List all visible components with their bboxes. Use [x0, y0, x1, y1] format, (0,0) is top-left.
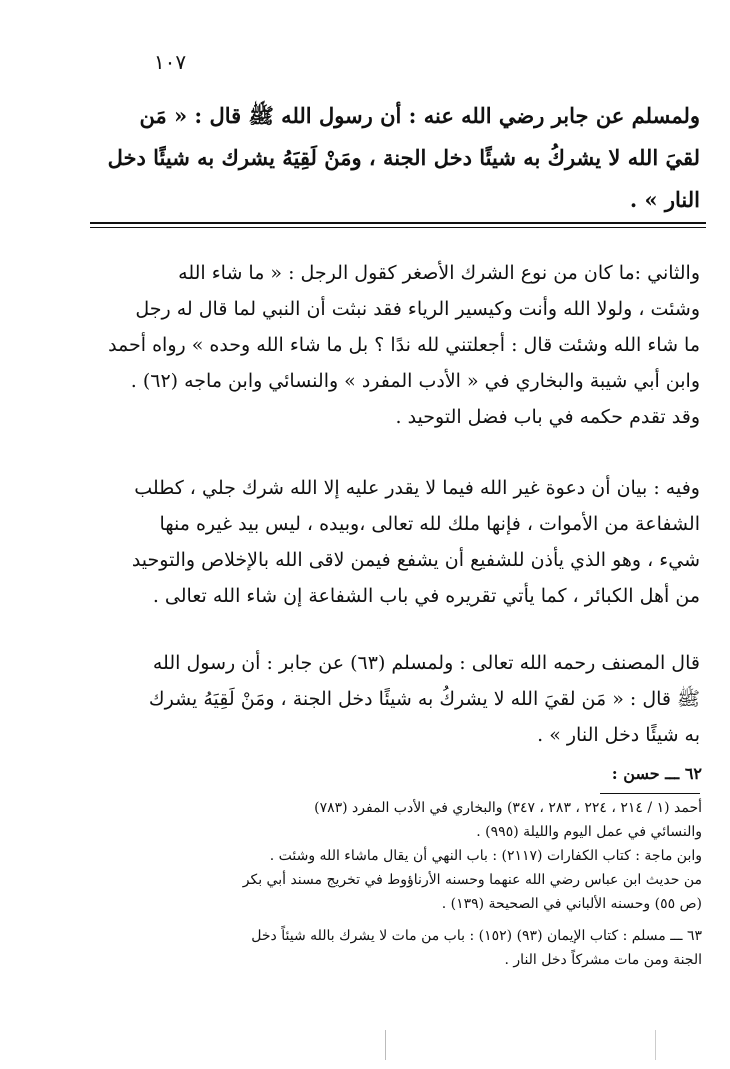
text-line: به شيئًا دخل النار » .: [537, 724, 700, 746]
text-line: ما شاء الله وشئت قال : أجعلتني لله ندًا ؟ بل ما شاء الله وحده » رواه أحمد: [108, 334, 700, 356]
paragraph-minor-shirk: [80, 255, 700, 435]
double-rule-top: [90, 222, 706, 224]
text-line: من أهل الكبائر ، كما يأتي تقريره في باب الشفاعة إن شاء الله تعالى .: [152, 585, 700, 607]
double-rule-bottom: [90, 227, 706, 228]
page-number: ١٠٧: [153, 50, 187, 74]
footnotes: [70, 762, 702, 972]
text-line: ﷺ قال : « مَن لقيَ الله لا يشركُ به شيئًا دخل الجنة ، ومَنْ لَقِيَهُ يشرك: [148, 688, 700, 710]
footnote-63-line: ٦٣ ـــ مسلم : كتاب الإيمان (٩٣) (١٥٢) : باب من مات لا يشرك بالله شيئاً دخل: [251, 928, 702, 944]
footnote-line: والنسائي في عمل اليوم والليلة (٩٩٥) .: [476, 824, 702, 840]
scan-artifact-line: [385, 1030, 386, 1060]
text-line: النار » .: [629, 187, 700, 212]
footnote-line: (ص ٥٥) وحسنه الألباني في الصحيحة (١٣٩) .: [441, 896, 702, 912]
footnote-63-line: الجنة ومن مات مشركاً دخل النار .: [504, 952, 702, 968]
text-line: الشفاعة من الأموات ، فإنها ملك لله تعالى ،وبيده ، ليس بيد غيره منها: [159, 513, 700, 535]
paragraph-intercession: [80, 470, 700, 614]
paragraph-author-hadith: [80, 645, 700, 753]
text-line: ولمسلم عن جابر رضي الله عنه : أن رسول الله ﷺ قال : « مَن: [139, 103, 700, 128]
text-line: شيء ، وهو الذي يأذن للشفيع أن يشفع فيمن لاقى الله بالإخلاص والتوحيد: [131, 549, 700, 571]
footnote-line: وابن ماجة : كتاب الكفارات (٢١١٧) : باب النهي أن يقال ماشاء الله وشئت .: [269, 848, 702, 864]
text-line: قال المصنف رحمه الله تعالى : ولمسلم (٦٣) عن جابر : أن رسول الله: [152, 652, 700, 674]
footnote-line: أحمد (١ / ٢١٤ ، ٢٢٤ ، ٢٨٣ ، ٣٤٧) والبخاري في الأدب المفرد (٧٨٣): [314, 800, 702, 816]
text-line: وقد تقدم حكمه في باب فضل التوحيد .: [395, 406, 700, 428]
text-line: لقيَ الله لا يشركُ به شيئًا دخل الجنة ، ومَنْ لَقِيَهُ يشرك به شيئًا دخل: [107, 145, 700, 170]
text-line: والثاني :ما كان من نوع الشرك الأصغر كقول الرجل : « ما شاء الله: [178, 262, 700, 284]
text-line: وشئت ، ولولا الله وأنت وكيسير الرياء فقد نبثت أن النبي لما قال له رجل: [135, 298, 700, 320]
text-line: وفيه : بيان أن دعوة غير الله فيما لا يقدر عليه إلا الله شرك جلي ، كطلب: [134, 477, 700, 499]
text-line: وابن أبي شيبة والبخاري في « الأدب المفرد » والنسائي وابن ماجه (٦٢) .: [130, 370, 700, 392]
top-hadith: [80, 95, 700, 221]
footnote-line: من حديث ابن عباس رضي الله عنهما وحسنه الأرناؤوط في تخريج مسند أبي بكر: [242, 872, 702, 888]
footnote-62-heading: ٦٢ ـــ حسن :: [611, 764, 702, 783]
scan-artifact-line: [655, 1030, 656, 1060]
